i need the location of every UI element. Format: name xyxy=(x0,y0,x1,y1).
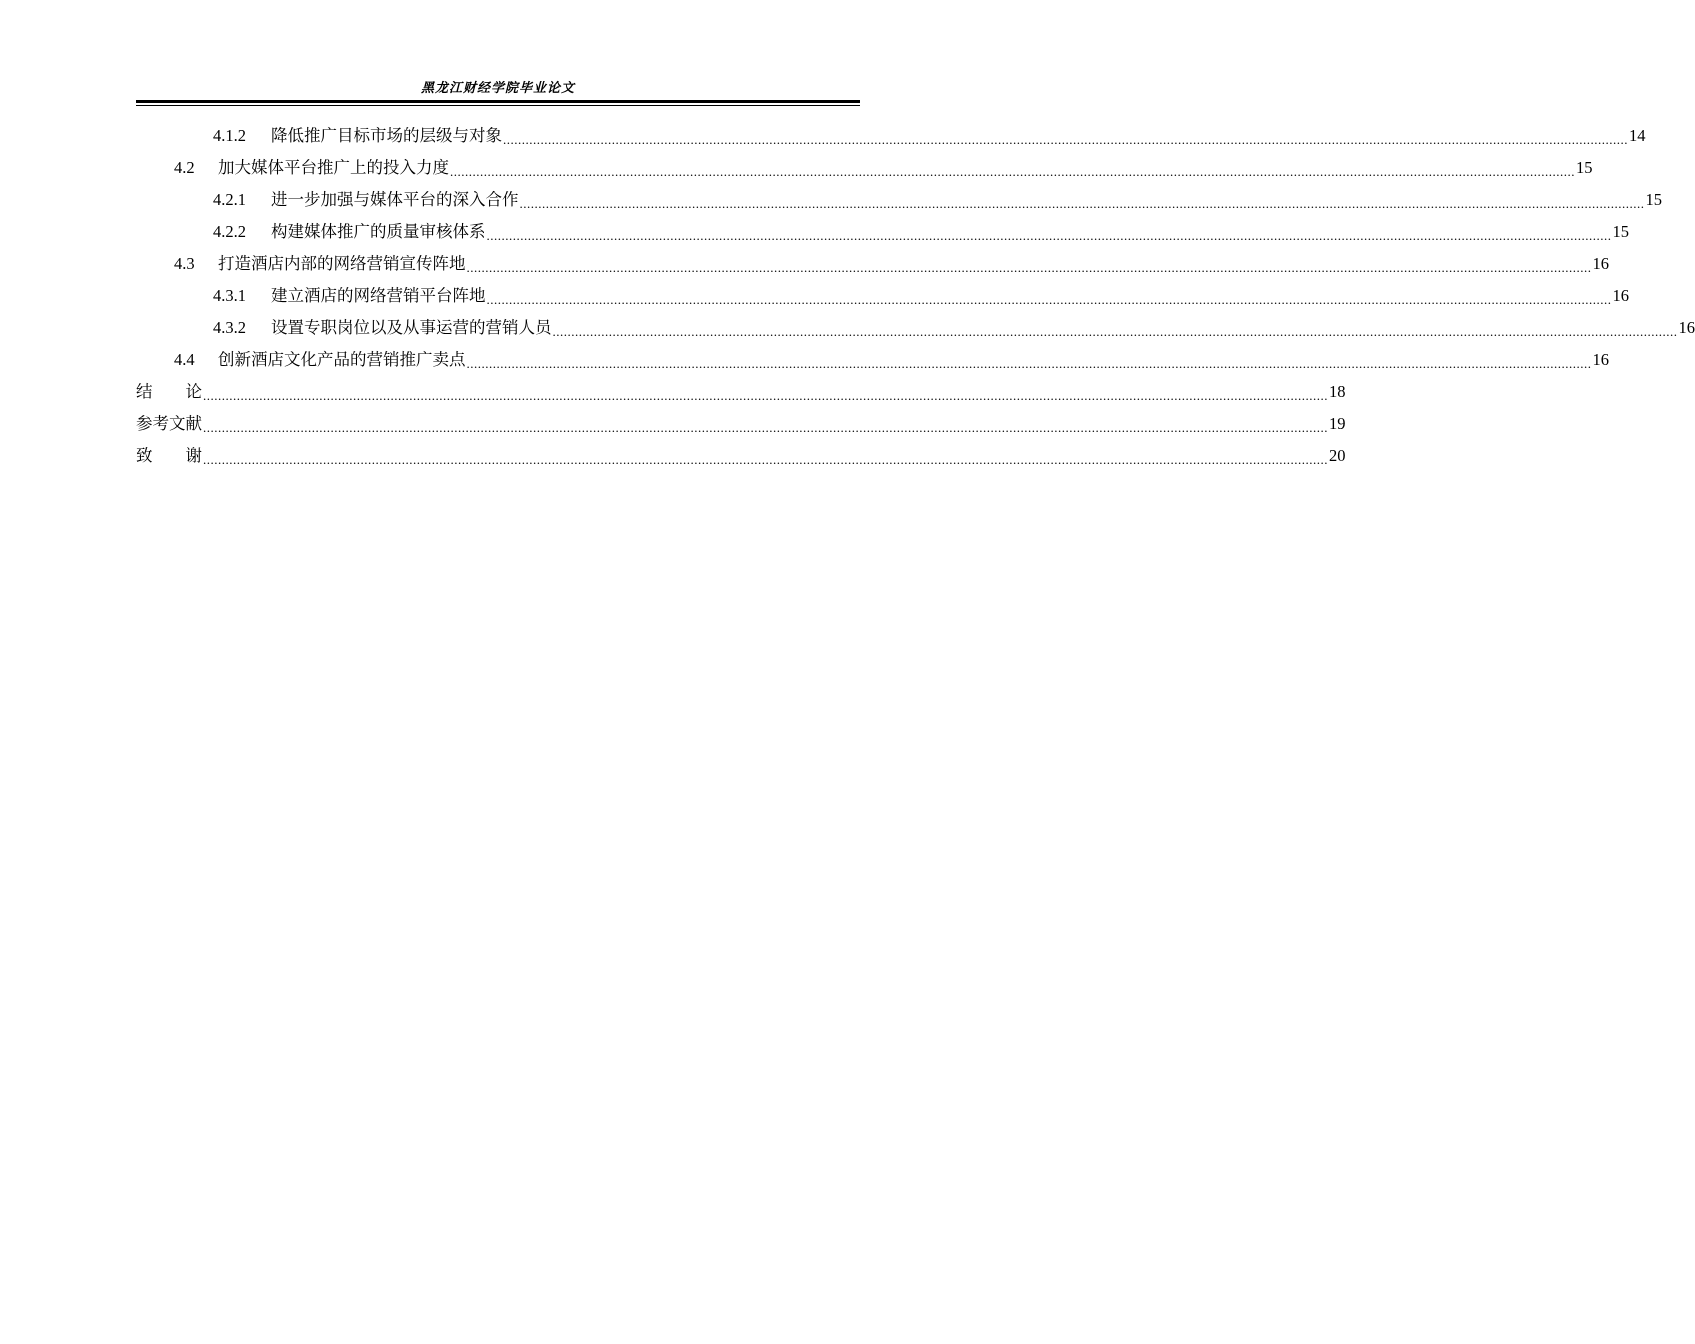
toc-entry-page-number: 15 xyxy=(1645,190,1662,209)
toc-entry-number: 4.1.2 xyxy=(213,126,246,145)
toc-entry[interactable] xyxy=(136,408,1346,440)
toc-entry[interactable] xyxy=(136,152,1593,184)
toc-entry-number: 4.2.1 xyxy=(213,190,246,209)
toc-entry-title: 设置专职岗位以及从事运营的营销人员 xyxy=(271,318,552,337)
toc-entry[interactable] xyxy=(136,280,1629,312)
toc-entry[interactable] xyxy=(136,344,1609,376)
toc-entry-title: 创新酒店文化产品的营销推广卖点 xyxy=(218,350,466,369)
toc-dot-leader: ............................................................................................................................................................................................................................................................................................................ xyxy=(203,420,1328,435)
toc-entry-title: 进一步加强与媒体平台的深入合作 xyxy=(271,190,519,209)
toc-entry-page-number: 14 xyxy=(1629,126,1646,145)
toc-entry-label xyxy=(136,413,202,435)
toc-entry-page-number: 19 xyxy=(1329,414,1346,433)
header-rule-thick xyxy=(136,100,860,103)
toc-entry[interactable] xyxy=(136,184,1662,216)
toc-entry-label xyxy=(174,253,466,275)
toc-dot-leader: ............................................................................................................................................................................................................................................................................................................ xyxy=(450,164,1575,179)
toc-entry-title: 致 谢 xyxy=(136,446,202,465)
toc-dot-leader: ............................................................................................................................................................................................................................................................................................................ xyxy=(503,132,1628,147)
toc-dot-leader: ............................................................................................................................................................................................................................................................................................................ xyxy=(203,388,1328,403)
toc-entry-title: 构建媒体推广的质量审核体系 xyxy=(271,222,486,241)
toc-entry-label xyxy=(174,349,466,371)
toc-entry-page-number: 15 xyxy=(1576,158,1593,177)
header-rule-thin xyxy=(136,105,860,106)
toc-entry[interactable] xyxy=(136,248,1609,280)
toc-entry-number: 4.3.2 xyxy=(213,318,246,337)
toc-entry-number: 4.4 xyxy=(174,350,195,369)
toc-entry-number: 4.3 xyxy=(174,254,195,273)
toc-entry-number: 4.2 xyxy=(174,158,195,177)
toc-dot-leader: ............................................................................................................................................................................................................................................................................................................ xyxy=(486,228,1612,243)
toc-entry-page-number: 18 xyxy=(1329,382,1346,401)
toc-dot-leader: ............................................................................................................................................................................................................................................................................................................ xyxy=(203,452,1328,467)
toc-entry-title: 参考文献 xyxy=(136,414,202,433)
toc-entry-title: 降低推广目标市场的层级与对象 xyxy=(271,126,502,145)
toc-entry[interactable] xyxy=(136,312,1695,344)
toc-entry[interactable] xyxy=(136,216,1629,248)
toc-entry-number: 4.2.2 xyxy=(213,222,246,241)
toc-entry-label xyxy=(136,381,202,403)
toc-entry[interactable] xyxy=(136,120,1646,152)
toc-entry-number: 4.3.1 xyxy=(213,286,246,305)
toc-entry-page-number: 16 xyxy=(1592,350,1609,369)
running-header-title: 黑龙江财经学院毕业论文 xyxy=(420,80,575,95)
toc-entry[interactable] xyxy=(136,376,1346,408)
toc-entry-label xyxy=(213,125,502,147)
toc-entry-page-number: 16 xyxy=(1612,286,1629,305)
toc-dot-leader: ............................................................................................................................................................................................................................................................................................................ xyxy=(466,260,1592,275)
toc-entry-title: 建立酒店的网络营销平台阵地 xyxy=(271,286,486,305)
toc-dot-leader: ............................................................................................................................................................................................................................................................................................................ xyxy=(466,356,1592,371)
toc-entry-page-number: 16 xyxy=(1592,254,1609,273)
toc-entry-label xyxy=(136,445,202,467)
toc-entry-title: 打造酒店内部的网络营销宣传阵地 xyxy=(218,254,466,273)
table-of-contents xyxy=(136,120,1695,472)
toc-dot-leader: ............................................................................................................................................................................................................................................................................................................ xyxy=(552,324,1678,339)
toc-entry-page-number: 15 xyxy=(1612,222,1629,241)
toc-entry-page-number: 20 xyxy=(1329,446,1346,465)
toc-dot-leader: ............................................................................................................................................................................................................................................................................................................ xyxy=(486,292,1612,307)
toc-entry[interactable] xyxy=(136,440,1346,472)
toc-entry-label xyxy=(213,221,486,243)
toc-entry-label xyxy=(213,285,486,307)
toc-entry-title: 结 论 xyxy=(136,382,202,401)
toc-entry-label xyxy=(174,157,449,179)
toc-entry-page-number: 16 xyxy=(1678,318,1695,337)
toc-dot-leader: ............................................................................................................................................................................................................................................................................................................ xyxy=(519,196,1645,211)
toc-entry-label xyxy=(213,317,552,339)
toc-entry-label xyxy=(213,189,519,211)
toc-entry-title: 加大媒体平台推广上的投入力度 xyxy=(218,158,449,177)
